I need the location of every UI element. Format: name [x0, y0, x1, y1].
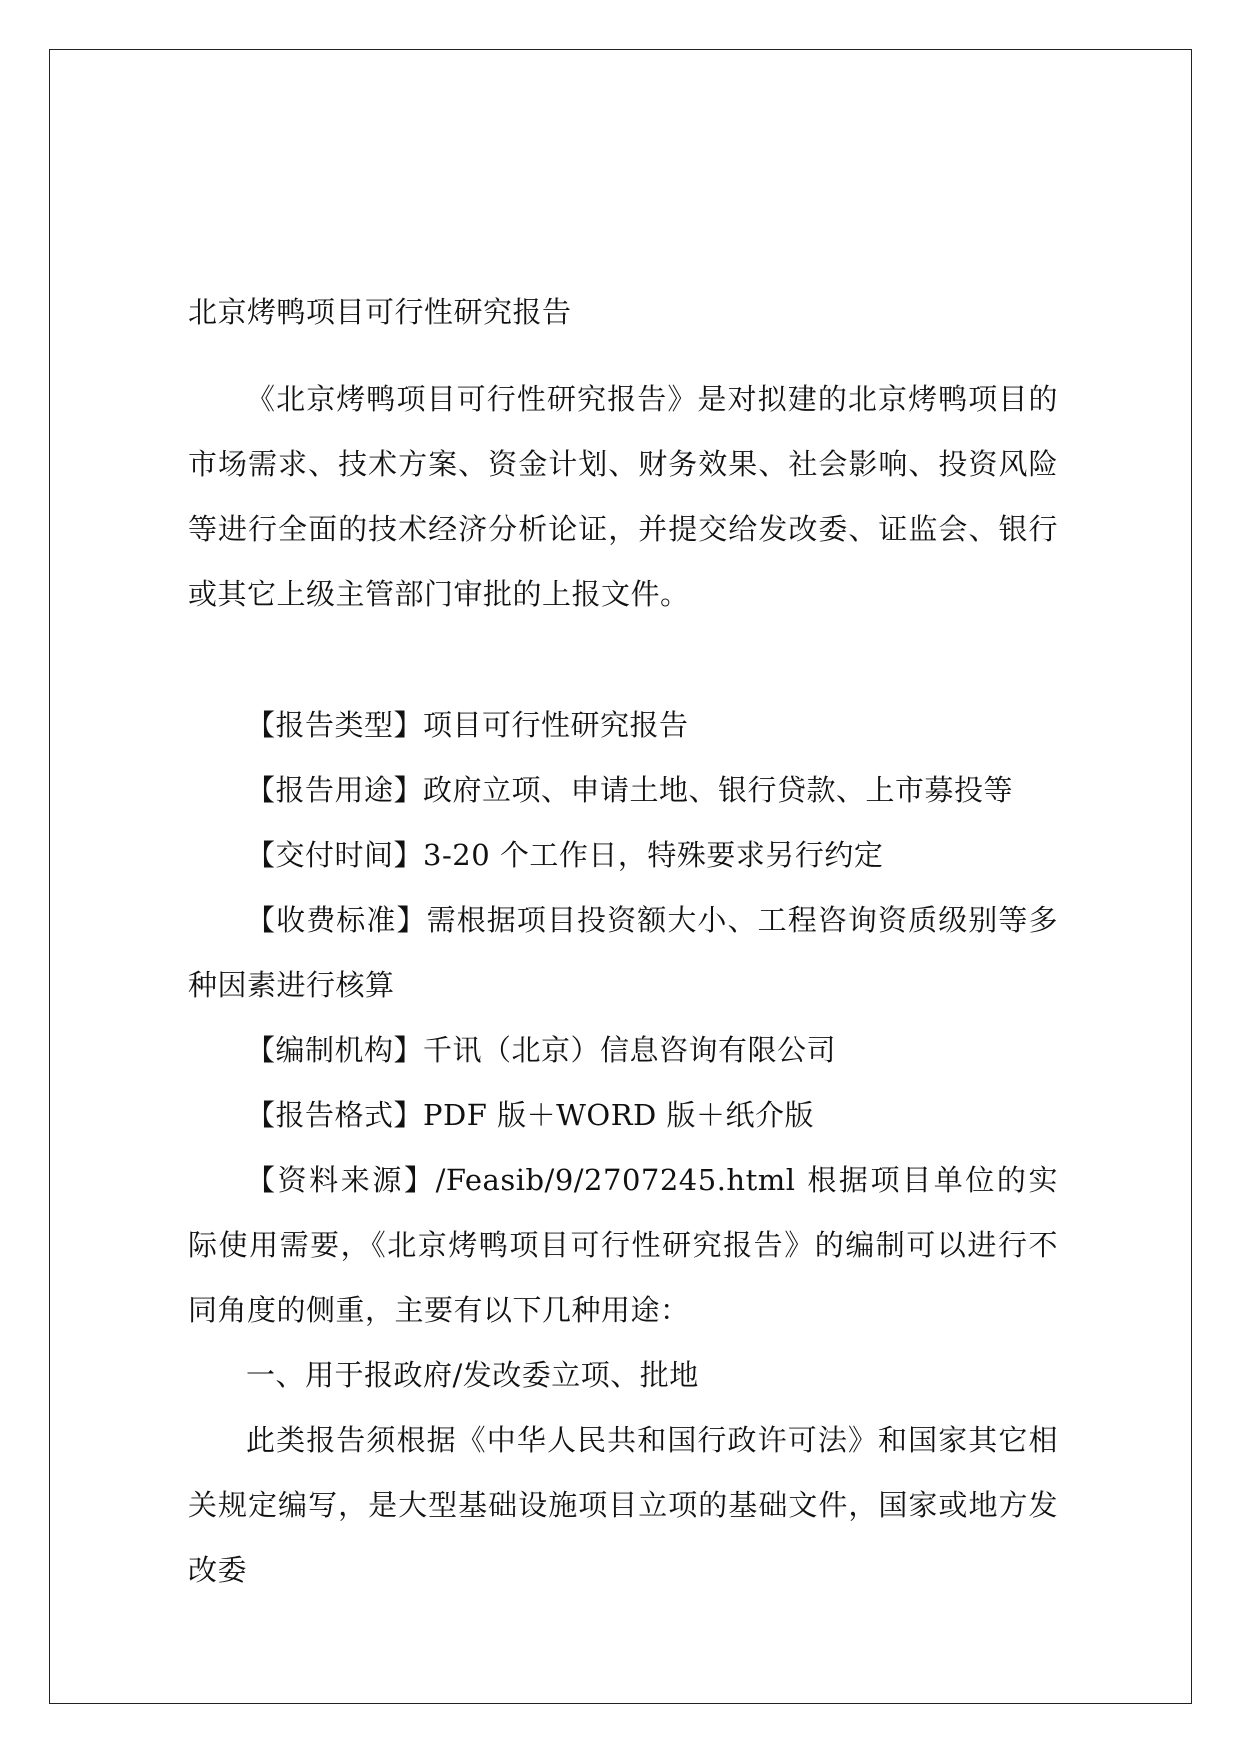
- meta-value: PDF 版＋WORD 版＋纸介版: [423, 1098, 815, 1132]
- meta-value: 千讯（北京）信息咨询有限公司: [423, 1033, 837, 1067]
- section-heading: 一、用于报政府/发改委立项、批地: [246, 1358, 699, 1392]
- meta-data-source: [188, 1148, 1058, 1343]
- meta-label: 【报告格式】: [246, 1098, 424, 1132]
- meta-label: 【交付时间】: [246, 838, 424, 872]
- meta-label: 【报告类型】: [246, 708, 424, 742]
- meta-label: 【资料来源】: [246, 1163, 436, 1197]
- meta-delivery-time: [188, 823, 1058, 888]
- meta-value: /Feasib/9/2707245.html 根据项目单位的实际使用需要，《北京烤鸭项目可行性研究报告》的编制可以进行不同角度的侧重，主要有以下几种用途：: [188, 1163, 1058, 1327]
- meta-report-usage: [188, 758, 1058, 823]
- meta-value: 需根据项目投资额大小、工程咨询资质级别等多种因素进行核算: [188, 903, 1058, 1002]
- document-body: [188, 280, 1058, 1603]
- meta-report-type: [188, 693, 1058, 758]
- report-meta-list: [188, 693, 1058, 1343]
- meta-value: 3-20 个工作日，特殊要求另行约定: [423, 838, 884, 872]
- document-title: 北京烤鸭项目可行性研究报告: [188, 295, 572, 329]
- meta-report-format: [188, 1083, 1058, 1148]
- meta-label: 【收费标准】: [246, 903, 427, 937]
- section-body: 此类报告须根据《中华人民共和国行政许可法》和国家其它相关规定编写，是大型基础设施项目立项的基础文件，国家或地方发改委: [188, 1423, 1058, 1587]
- meta-label: 【报告用途】: [246, 773, 424, 807]
- meta-fee-standard: [188, 888, 1058, 1018]
- intro-paragraph: 《北京烤鸭项目可行性研究报告》是对拟建的北京烤鸭项目的市场需求、技术方案、资金计划、财务效果、社会影响、投资风险等进行全面的技术经济分析论证，并提交给发改委、证监会、银行或其它上级主管部门审批的上报文件。: [188, 382, 1058, 611]
- meta-value: 项目可行性研究报告: [423, 708, 689, 742]
- meta-label: 【编制机构】: [246, 1033, 424, 1067]
- meta-value: 政府立项、申请土地、银行贷款、上市募投等: [423, 773, 1014, 807]
- meta-compiler: [188, 1018, 1058, 1083]
